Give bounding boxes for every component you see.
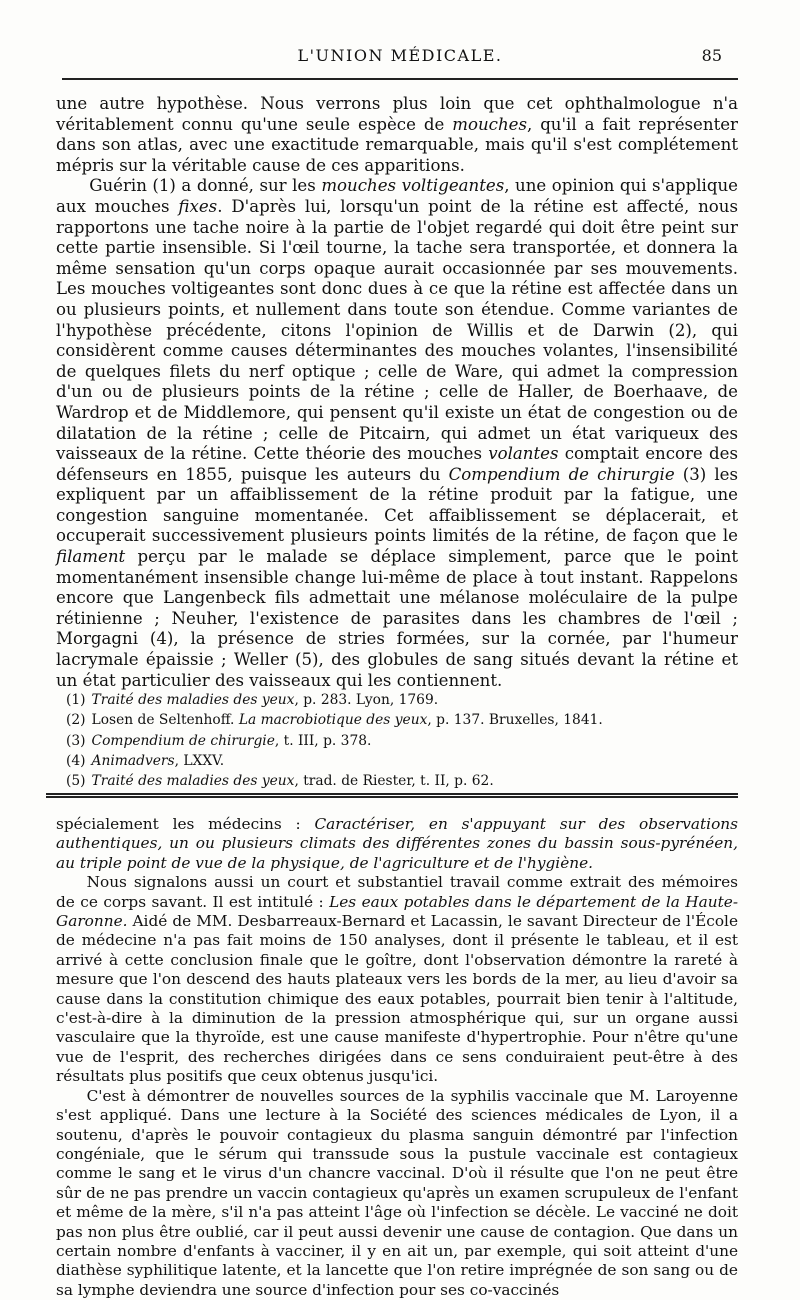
paragraph [56, 176, 738, 691]
italic-text: Animadvers [91, 752, 175, 769]
italic-text: Les eaux potables dans le département de la Haute-Garonne. [56, 892, 738, 931]
paragraph [56, 94, 738, 176]
text-run: . D'après lui, lorsqu'un point de la rétine est affecté, nous rapportons une tache noire à la partie de l'objet regardé qui doit être peint sur cette partie insensible. Si l'œil tourne, la tache sera transportée, et donnera la même sensation qu'un corps opaque aurait occasionnée par ses mouvements. Les mouches voltigeantes sont donc dues à ce que la rétine est affectée dans un ou plusieurs points, et nullement dans toute son étendue. Comme variantes de l'hypothèse précédente, citons l'opinion de Willis et de Darwin (2), qui considèrent comme causes déterminantes des mouches volantes, l'insensibilité de quelques filets du nerf optique ; celle de Ware, qui admet la compression d'un ou de plusieurs points de la rétine ; celle de Haller, de Boerhaave, de Wardrop et de Middlemore, qui pensent qu'il existe un état de congestion ou de dilatation de la rétine ; celle de Pitcairn, qui admet un état variqueux des vaisseaux de la rétine. Cette théorie des mouches [56, 196, 738, 464]
text-run: C'est à démontrer de nouvelles sources de la syphilis vaccinale que M. Laroyenne s'est appliqué. Dans une lecture à la Société des sciences médicales de Lyon, il a soutenu, d'après le pouvoir contagieux du plasma sanguin démontré par l'infection congéniale, que le sérum qui transsude sous la pustule vaccinale est contagieux comme le sang et le virus d'un chancre vaccinal. D'où il résulte que l'on ne peut être sûr de ne pas prendre un vaccin contagieux qu'après un examen scrupuleux de l'enfant et même de la mère, s'il n'a pas atteint l'âge où l'infection se décèle. Le vacciné ne doit pas non plus être oublié, car il peut aussi devenir une cause de contagion. Que dans un certain nombre d'enfants à vacciner, il y en ait un, par exemple, qui soit atteint d'une diathèse syphilitique latente, et la lancette que l'on retire imprégnée de son sang ou de sa lymphe deviendra une source d'infection pour ses co-vaccinés [56, 1086, 738, 1299]
text-run: perçu par le malade se déplace simplement, parce que le point momentanément insensible change lui-même de place à tout instant. Rappelons encore que Langenbeck fils admettait une mélanose moléculaire de la pulpe rétinienne ; Neuher, l'existence de parasites dans les chambres de l'œil ; Morgagni (4), la présence de stries formées, sur la cornée, par l'humeur lacrymale épaissie ; Weller (5), des globules de sang situés devant la rétine et un état particulier des vaisseaux qui les contiennent. [56, 547, 738, 690]
paragraph [56, 1087, 738, 1300]
footnote [66, 751, 736, 771]
italic-text: Traité des maladies des yeux [91, 692, 295, 708]
text-run: , t. III, p. 378. [274, 732, 372, 749]
italic-text: fixes [178, 196, 218, 216]
upper-text-block [56, 94, 738, 691]
text-run: , trad. de Riester, t. II, p. 62. [294, 773, 494, 790]
italic-text: volantes [488, 444, 559, 464]
italic-text: La macrobiotique des yeux [238, 712, 428, 729]
text-run: Guérin (1) a donné, sur les [89, 176, 322, 196]
italic-text: mouches voltigeantes [321, 176, 505, 196]
text-run: Losen de Seltenhoff. [91, 712, 239, 729]
text-run: Aidé de MM. Desbarreaux-Bernard et Lacassin, le savant Directeur de l'École de médecine n'a pas fait moins de 150 analyses, dont il présente le tableau, et il est arrivé à cette conclusion finale que le goître, dont l'observation démontre la rareté à mesure que l'on descend des hauts plateaux vers les bords de la mer, au lieu d'avoir sa cause dans la constitution chimique des eaux potables, pourrait bien tenir à l'altitude, c'est-à-dire à la diminution de la pression atmosphérique qui, sur un organe aussi vasculaire que la thyroïde, est une cause manifeste d'hypertrophie. Pour n'être qu'une vue de l'esprit, des recherches dirigées dans ce sens conduiraient peut-être à des résultats plus positifs que ceux obtenus jusqu'ici. [56, 912, 738, 1086]
text-run: , LXXV. [174, 752, 225, 769]
section-divider [46, 793, 738, 798]
lower-text-block [56, 815, 738, 1300]
text-run: comptait encore des défenseurs en 1855, puisque les auteurs du [56, 444, 738, 484]
text-run: (3) les expliquent par un affaiblissement de la rétine produit par la fatigue, une congestion sanguine momentanée. Cet affaiblissement se déplacerait, et occuperait successivement plusieurs points limités de la rétine, de façon que le [56, 464, 739, 546]
italic-text: Compendium de chirurgie [91, 732, 275, 749]
text-run: une autre hypothèse. Nous verrons plus loin que cet ophthalmologue n'a véritablement connu qu'une seule espèce de [56, 94, 738, 134]
page-number: 85 [701, 46, 722, 65]
paragraph [56, 873, 738, 1086]
text-run: , p. 137. Bruxelles, 1841. [427, 712, 603, 729]
header-rule [62, 78, 738, 80]
paragraph [56, 815, 738, 873]
italic-text: Traité des maladies des yeux [91, 773, 295, 790]
italic-text: Caractériser, en s'appuyant sur des observations authentiques, un ou plusieurs climats des différentes zones du bassin sous-pyrénéen, au triple point de vue de la physique, de l'agriculture et de l'hygiène. [56, 815, 738, 872]
text-run: Nous signalons aussi un court et substantiel travail comme extrait des mémoires de ce corps savant. Il est intitulé : [56, 873, 738, 911]
footnote-number: (4) [66, 752, 86, 769]
text-run: , p. 283. Lyon, 1769. [294, 692, 439, 708]
footnote [66, 771, 736, 791]
footnote-number: (1) [66, 692, 86, 708]
footnote-number: (2) [66, 712, 86, 729]
text-run: , une opinion qui s'applique aux mouches [56, 176, 738, 216]
footnote-number: (5) [66, 773, 86, 790]
italic-text: Compendium de chirurgie [448, 464, 675, 484]
footnote [66, 690, 736, 710]
footnote [66, 710, 736, 730]
text-run: spécialement les médecins : [56, 815, 315, 833]
footnotes [66, 690, 736, 791]
italic-text: mouches [452, 114, 527, 134]
page-header [0, 46, 800, 70]
footnote-number: (3) [66, 732, 86, 749]
running-title: L'UNION MÉDICALE. [297, 46, 503, 65]
footnote [66, 731, 736, 751]
text-run: , qu'il a fait représenter dans son atlas, avec une exactitude remarquable, mais qu'il s'est complétement mépris sur la véritable cause de ces apparitions. [56, 114, 738, 175]
italic-text: filament [56, 547, 126, 567]
